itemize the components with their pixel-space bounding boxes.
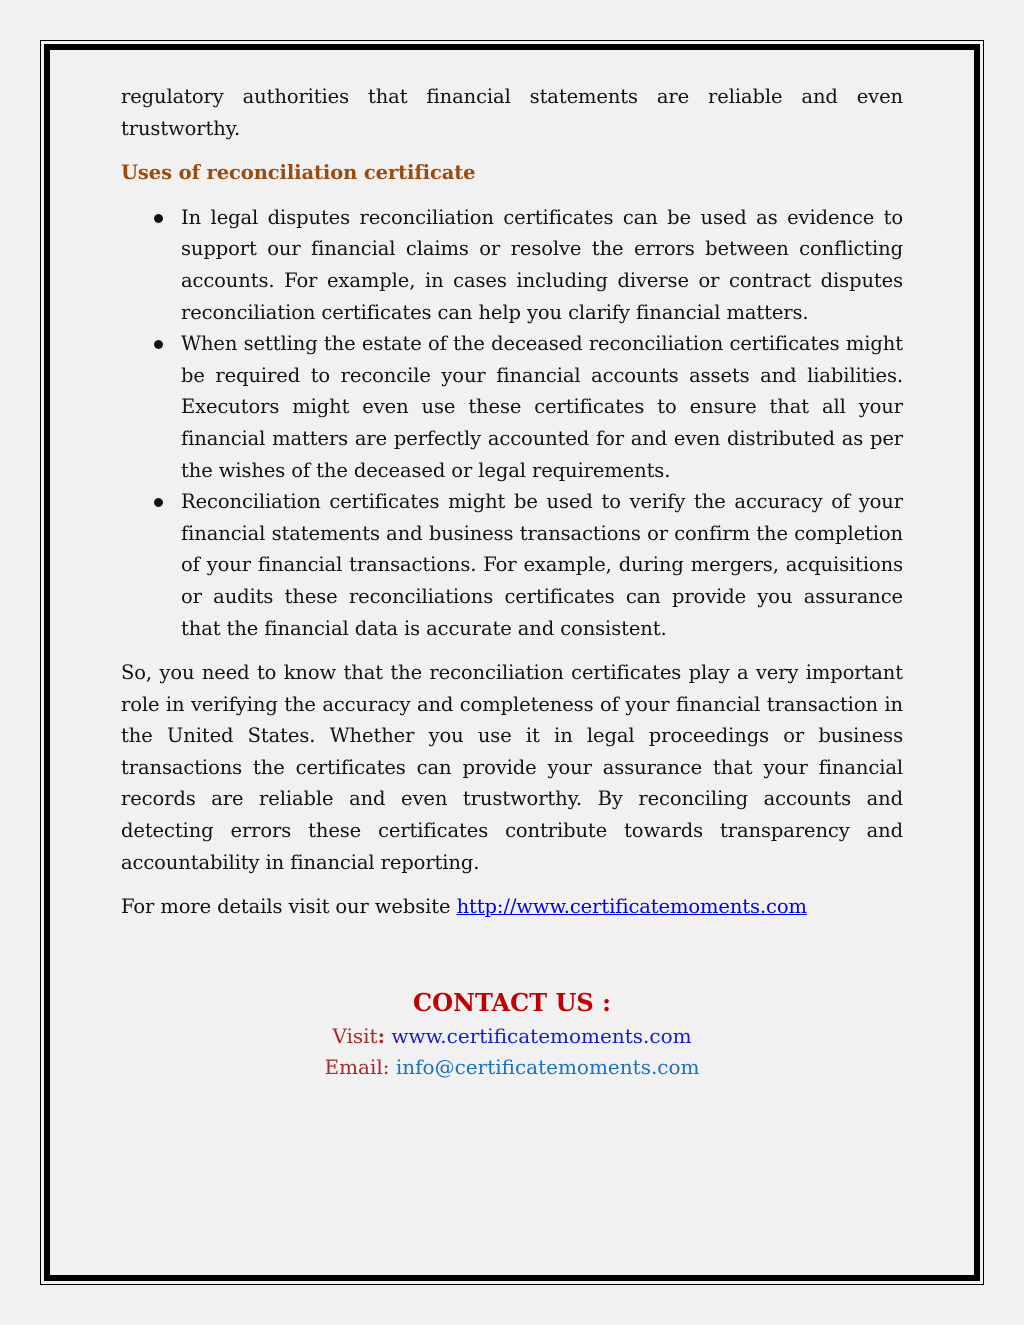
bullet-icon <box>154 340 163 349</box>
contact-title: CONTACT US : <box>413 988 611 1017</box>
list-item-text: When settling the estate of the deceased reconciliation certificates might be required to reconcile your financial accounts assets and liabilities. Executors might even use these certificates to ensure that all your financial matters are perfectly accounted for and even distributed as per the wishes of the deceased or legal requirements. <box>181 332 903 482</box>
section-heading: Uses of reconciliation certificate <box>121 161 476 185</box>
list-item-text: Reconciliation certificates might be used to verify the accuracy of your financial statements and business transactions or confirm the completion of your financial transactions. For example, during mergers, acquisitions or audits these reconciliations certificates can provide you assurance that the financial data is accurate and consistent. <box>181 490 903 640</box>
bullet-icon <box>154 498 163 507</box>
document-body <box>121 81 903 923</box>
contact-visit-line <box>50 1021 974 1052</box>
list-item <box>121 202 903 328</box>
visit-colon: : <box>377 1024 385 1048</box>
more-details-label: For more details visit our website <box>121 895 457 919</box>
list-item-text: In legal disputes reconciliation certificates can be used as evidence to support our financial claims or resolve the errors between conflicting accounts. For example, in cases including diverse or contract disputes reconciliation certificates can help you clarify financial matters. <box>181 205 903 324</box>
visit-url[interactable]: www.certificatemoments.com <box>384 1024 692 1048</box>
more-details-line <box>121 891 903 923</box>
list-item <box>121 328 903 486</box>
uses-list <box>121 202 903 644</box>
contact-section <box>50 985 974 1083</box>
website-link[interactable]: http://www.certificatemoments.com <box>456 895 807 919</box>
bullet-icon <box>154 214 163 223</box>
contact-email-line <box>50 1052 974 1083</box>
conclusion-paragraph: So, you need to know that the reconciliation certificates play a very important role in verifying the accuracy and completeness of your financial transaction in the United States. Whether you use it in legal proceedings or business transactions the certificates can provide your assurance that your financial records are reliable and even trustworthy. By reconciling accounts and detecting errors these certificates contribute towards transparency and accountability in financial reporting. <box>121 661 903 874</box>
email-label: Email <box>324 1055 383 1079</box>
email-address[interactable]: info@certificatemoments.com <box>389 1055 700 1079</box>
email-colon: : <box>382 1055 390 1079</box>
list-item <box>121 486 903 644</box>
intro-paragraph: regulatory authorities that financial statements are reliable and even trustworthy. <box>121 85 903 140</box>
visit-label: Visit <box>332 1024 378 1048</box>
